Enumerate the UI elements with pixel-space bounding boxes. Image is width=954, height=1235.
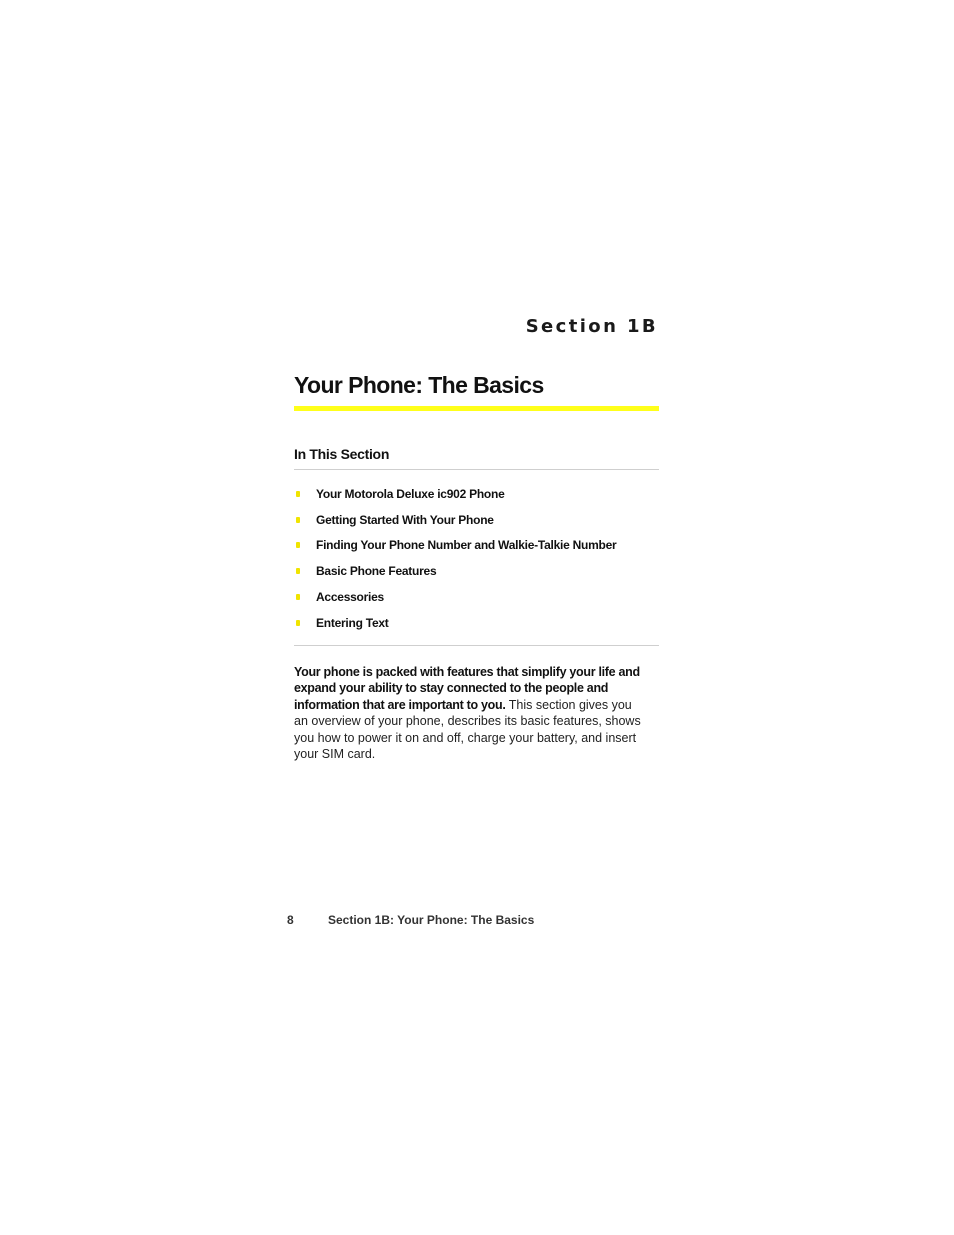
- list-item-label: Your Motorola Deluxe ic902 Phone: [316, 486, 505, 501]
- intro-body-text: This section gives you an overview of your phone, describes its basic features, shows you how to power it on and off, charge your battery, and insert your SIM card.: [294, 697, 641, 762]
- list-item: [294, 610, 659, 636]
- bullet-icon: [296, 542, 300, 548]
- list-item-label: Basic Phone Features: [316, 564, 437, 579]
- bullet-icon: [296, 517, 300, 523]
- list-item-label: Finding Your Phone Number and Walkie-Talkie Number: [316, 538, 617, 553]
- page-title: Your Phone: The Basics: [294, 372, 544, 398]
- intro-paragraph: [294, 664, 649, 762]
- bullet-icon: [296, 620, 300, 626]
- page-number: 8: [287, 913, 294, 927]
- list-item-label: Entering Text: [316, 615, 389, 630]
- in-this-section-heading: In This Section: [294, 446, 390, 462]
- list-item-label: Getting Started With Your Phone: [316, 512, 494, 527]
- bullet-icon: [296, 594, 300, 600]
- list-item: [294, 507, 659, 533]
- list-item: [294, 481, 659, 507]
- title-underline: [294, 406, 659, 411]
- section-label: Section 1B: [525, 316, 658, 337]
- divider-top: [294, 469, 659, 470]
- list-item: [294, 584, 659, 610]
- list-item-label: Accessories: [316, 590, 384, 605]
- section-contents-list: [294, 481, 659, 636]
- running-footer: Section 1B: Your Phone: The Basics: [328, 913, 535, 927]
- bullet-icon: [296, 568, 300, 574]
- list-item: [294, 558, 659, 584]
- intro-lead-text: Your phone is packed with features that simplify your life and expand your ability to stay connected to the people and information that are important to you.: [294, 665, 640, 712]
- list-item: [294, 533, 659, 559]
- divider-bottom: [294, 645, 659, 646]
- bullet-icon: [296, 491, 300, 497]
